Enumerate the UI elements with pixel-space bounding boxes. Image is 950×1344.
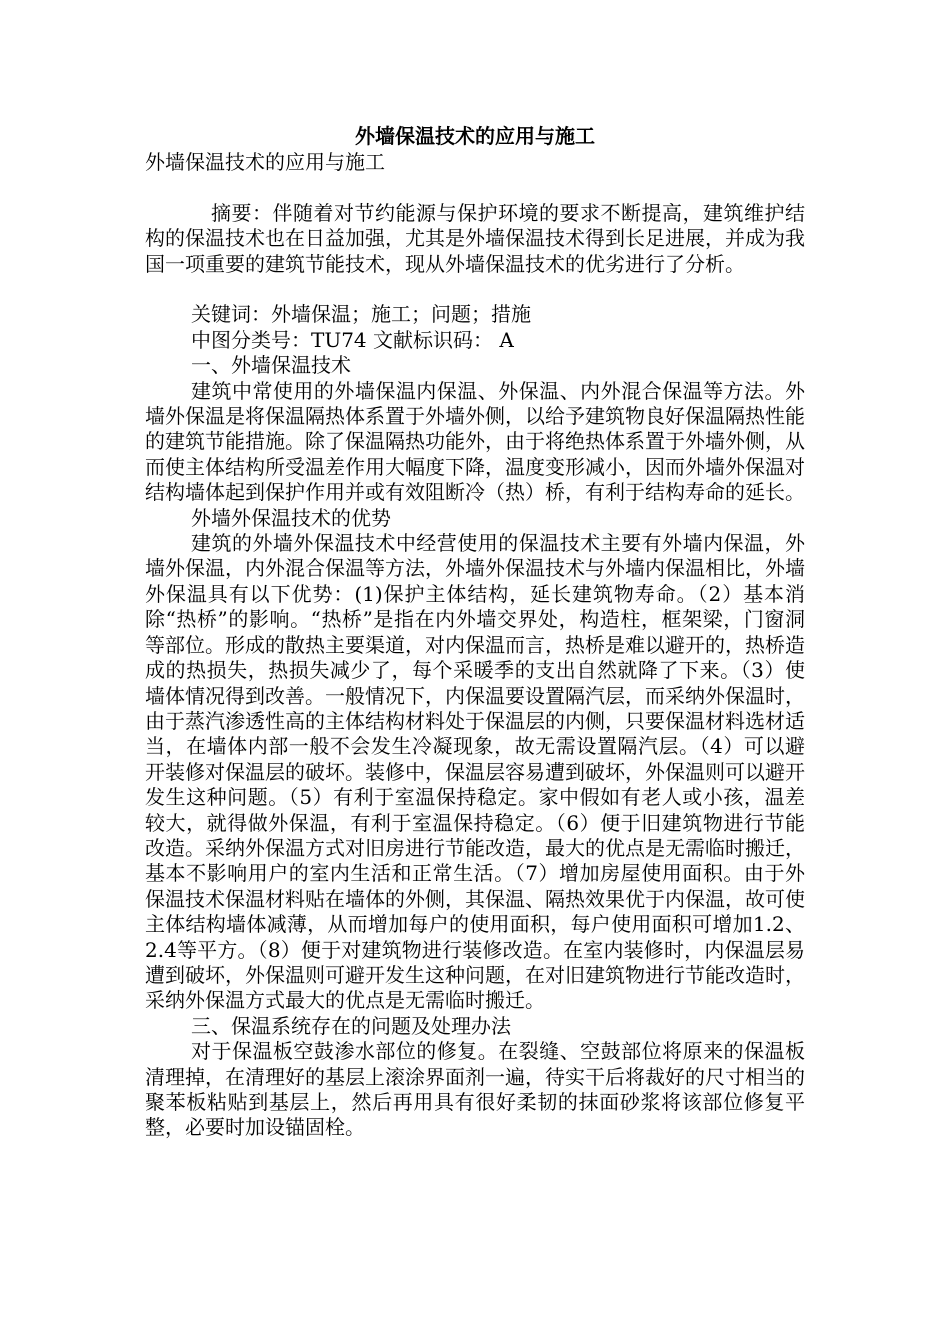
blank-line bbox=[145, 175, 805, 200]
blank-line bbox=[145, 277, 805, 302]
section-paragraph-1: 建筑中常使用的外墙保温内保温、外保温、内外混合保温等方法。外墙外保温是将保温隔热体系置于外墙外侧，以给予建筑物良好保温隔热性能的建筑节能措施。除了保温隔热功能外，由于将绝热体系置于外墙外侧，从而使主体结构所受温差作用大幅度下降，温度变形减小，因而外墙外保温对结构墙体起到保护作用并或有效阻断冷（热）桥，有利于结构寿命的延长。 bbox=[145, 378, 805, 505]
document-body bbox=[145, 150, 805, 1141]
section-paragraph-2: 建筑的外墙外保温技术中经营使用的保温技术主要有外墙内保温，外墙外保温，内外混合保温等方法，外墙外保温技术与外墙内保温相比，外墙外保温具有以下优势：(1)保护主体结构，延长建筑物寿命。（2）基本消除“热桥”的影响。“热桥”是指在内外墙交界处，构造柱，框架梁，门窗洞等部位。形成的散热主要渠道，对内保温而言，热桥是难以避开的，热桥造成的热损失，热损失减少了，每个采暖季的支出自然就降了下来。（3）使墙体情况得到改善。一般情况下，内保温要设置隔汽层，而采纳外保温时，由于蒸汽渗透性高的主体结构材料处于保温层的内侧，只要保温材料选材适当，在墙体内部一般不会发生冷凝现象，故无需设置隔汽层。（4）可以避开装修对保温层的破坏。装修中，保温层容易遭到破坏，外保温则可以避开发生这种问题。（5）有利于室温保持稳定。家中假如有老人或小孩，温差较大，就得做外保温，有利于室温保持稳定。（6）便于旧建筑物进行节能改造。采纳外保温方式对旧房进行节能改造，最大的优点是无需临时搬迁，基本不影响用户的室内生活和正常生活。（7）增加房屋使用面积。由于外保温技术保温材料贴在墙体的外侧，其保温、隔热效果优于内保温，故可使主体结构墙体减薄，从而增加每户的使用面积，每户使用面积可增加1.2、2.4等平方。（8）便于对建筑物进行装修改造。在室内装修时，内保温层易遭到破坏，外保温则可避开发生这种问题，在对旧建筑物进行节能改造时，采纳外保温方式最大的优点是无需临时搬迁。 bbox=[145, 531, 805, 1013]
document-title: 外墙保温技术的应用与施工 bbox=[355, 124, 595, 148]
section-heading-3: 三、保温系统存在的问题及处理办法 bbox=[191, 1013, 511, 1038]
section-heading-1: 一、外墙保温技术 bbox=[191, 353, 351, 378]
keywords-line: 关键词：外墙保温；施工；问题；措施 bbox=[191, 302, 531, 327]
section-heading-2: 外墙外保温技术的优势 bbox=[191, 505, 391, 530]
classification-line: 中图分类号：TU74 文献标识码： A bbox=[191, 327, 514, 352]
abstract-paragraph: 摘要：伴随着对节约能源与保护环境的要求不断提高，建筑维护结构的保温技术也在日益加强，尤其是外墙保温技术得到长足进展，并成为我国一项重要的建筑节能技术，现从外墙保温技术的优劣进行了分析。 bbox=[145, 200, 805, 276]
section-paragraph-3: 对于保温板空鼓渗水部位的修复。在裂缝、空鼓部位将原来的保温板清理掉，在清理好的基层上滚涂界面剂一遍，待实干后将裁好的尺寸相当的聚苯板粘贴到基层上，然后再用具有很好柔韧的抹面砂浆将该部位修复平整，必要时加设锚固栓。 bbox=[145, 1039, 805, 1140]
document-subtitle: 外墙保温技术的应用与施工 bbox=[145, 150, 385, 174]
